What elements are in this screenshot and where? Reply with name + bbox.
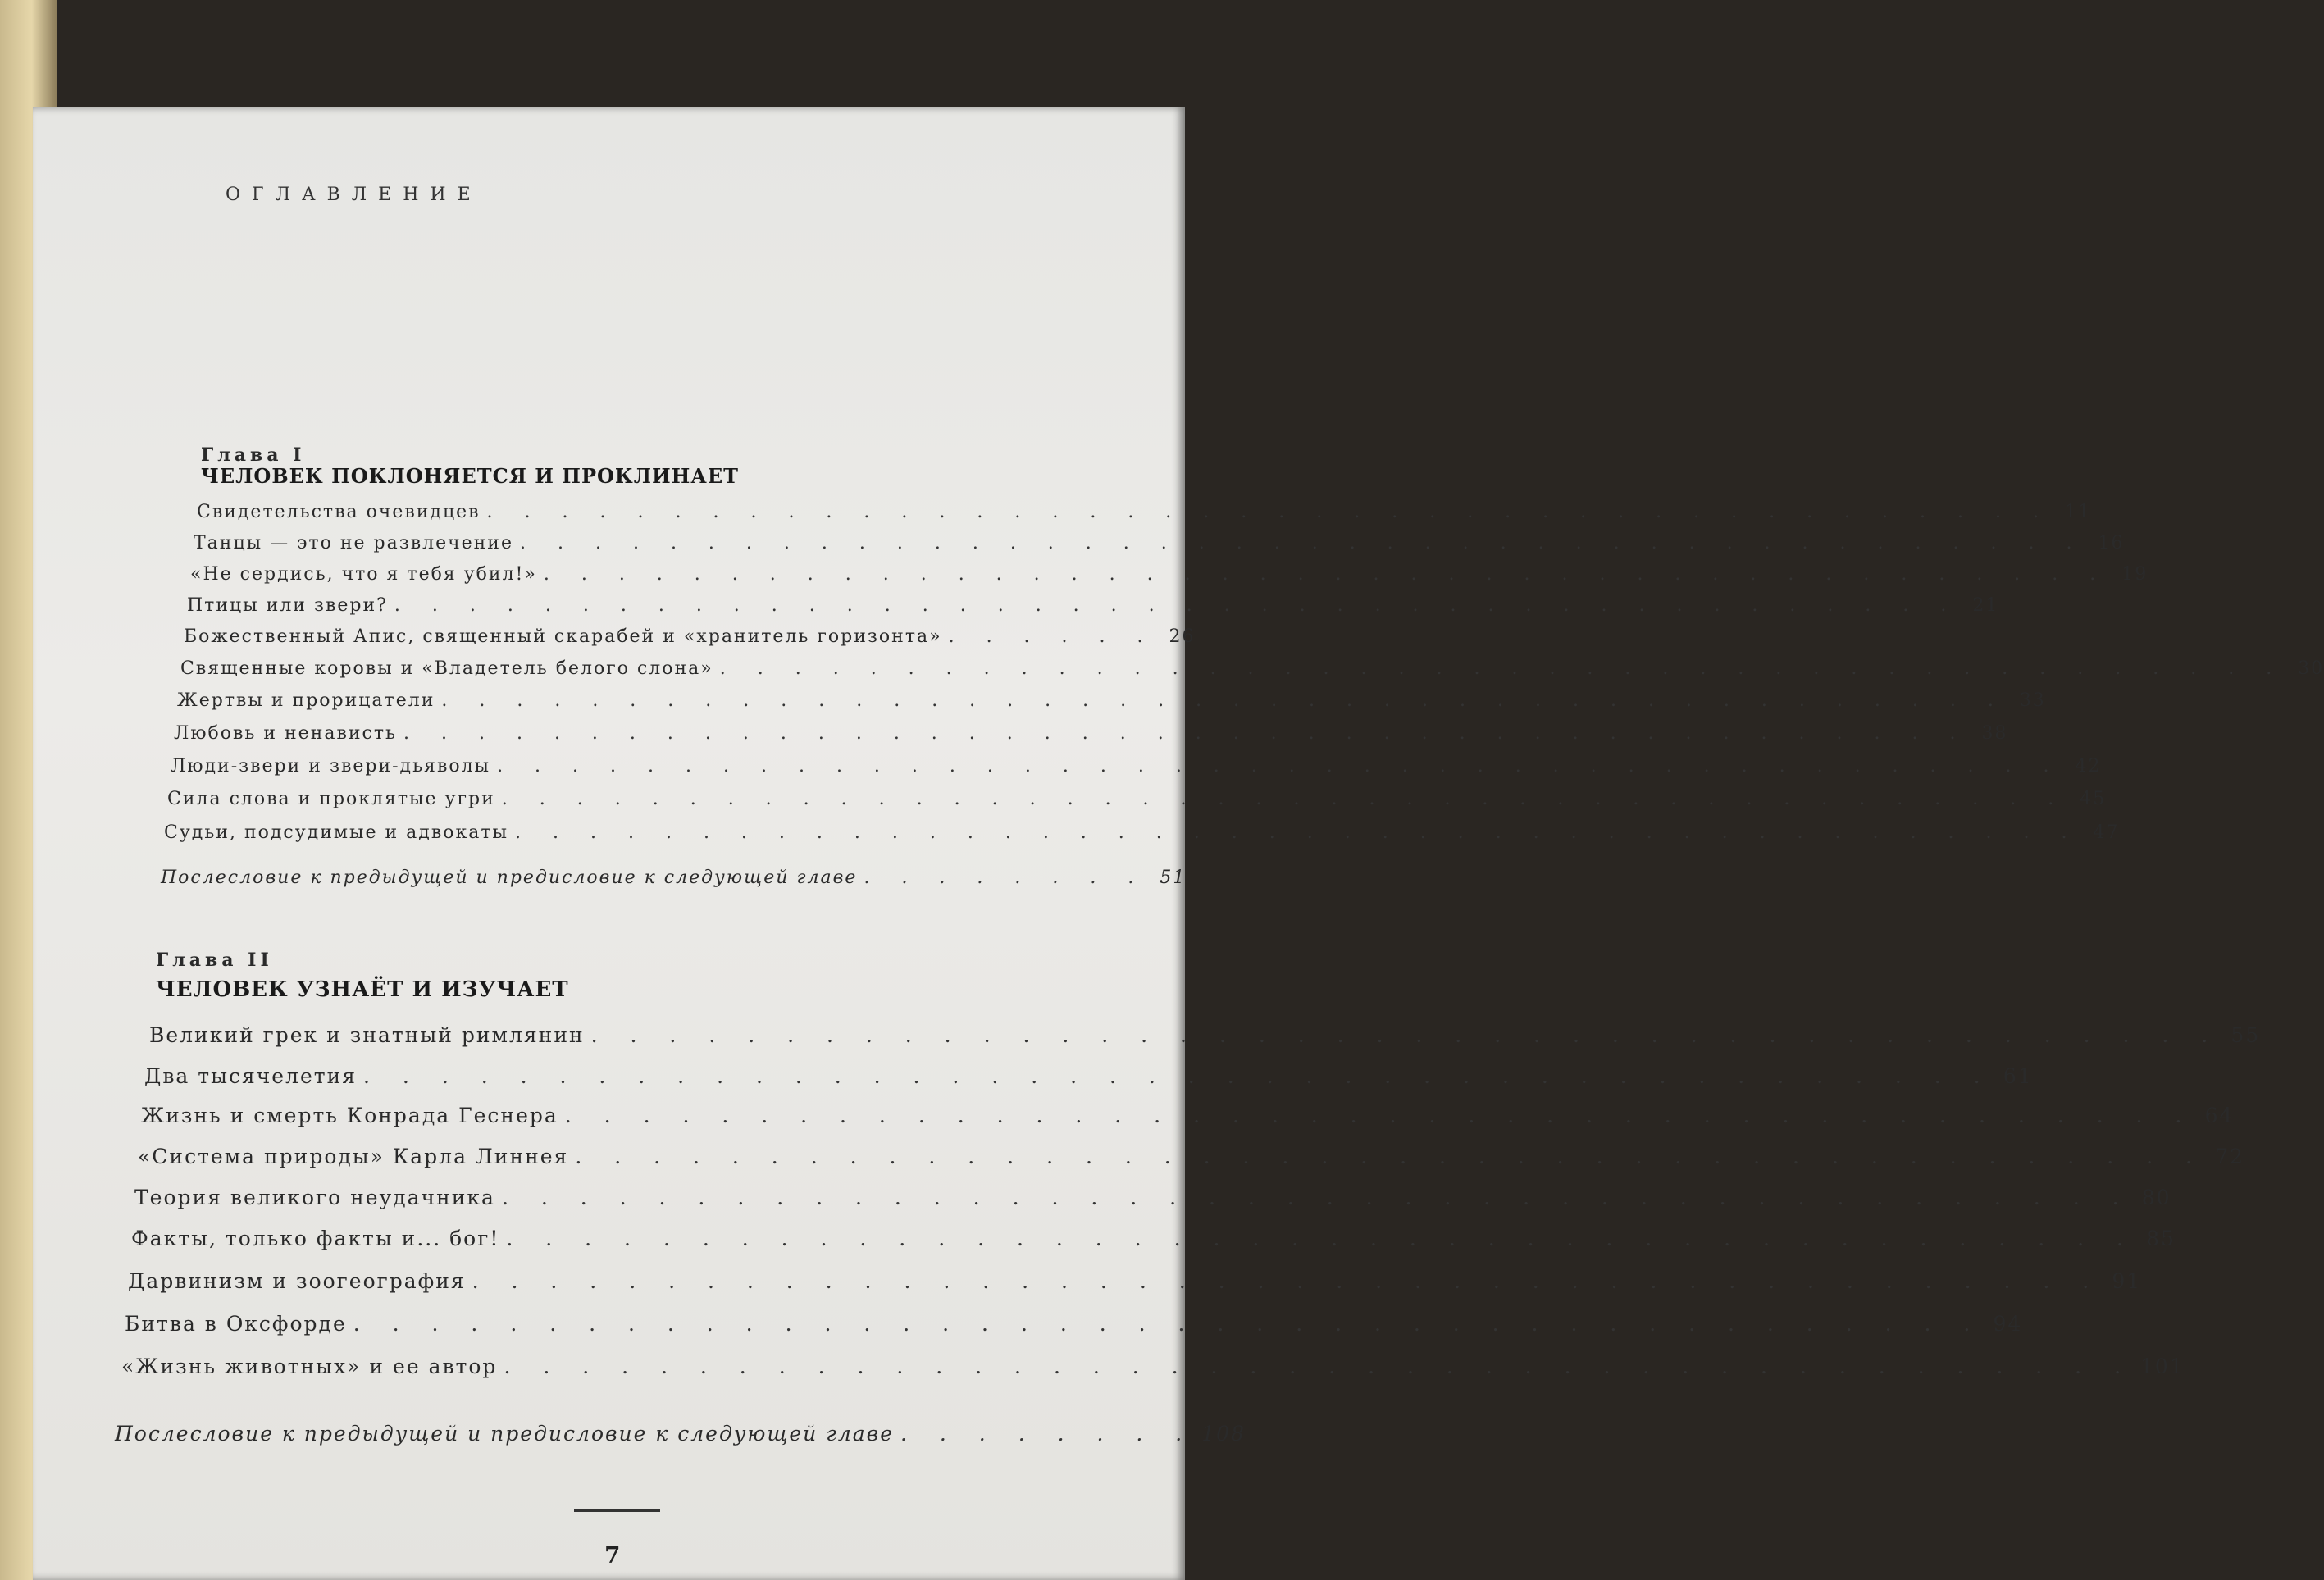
chapter-1-title: ЧЕЛОВЕК ПОКЛОНЯЕТСЯ И ПРОКЛИНАЕТ	[201, 464, 739, 488]
toc-entry-page: 64	[2204, 1104, 2235, 1127]
toc-entry-page: 42	[2075, 756, 2102, 776]
toc-entry	[121, 1355, 2185, 1378]
chapter-2-label: Глава II	[156, 949, 273, 971]
toc-entry-title: «Система природы» Карла Линнея	[138, 1145, 569, 1168]
toc-entry-page: 19	[2121, 564, 2149, 585]
leader-dots: . . . . . . . . . . . . . . . . . . . . . . . . . . . . . . . . . . . . . . . . . .	[472, 1269, 2103, 1293]
chapter-1-label: Глава I	[201, 444, 306, 466]
toc-entry-title: Два тысячелетия	[144, 1064, 358, 1088]
toc-afterword-page: 108	[1201, 1422, 1246, 1446]
toc-entry	[177, 690, 2046, 711]
leader-dots: . . . . . . . .	[864, 867, 1147, 888]
leader-dots: . . . . . . . . . . . . . . . . . . . . . . . . . . . . . . . . . . . . . . . . . .	[394, 595, 1960, 616]
toc-entry	[144, 1064, 2033, 1088]
leader-dots: . . . . . . . . . . . . . . . . . . . . . . . . . . . . . . . . . . . . . . . . . .	[575, 1145, 2205, 1168]
toc-entry-page: 55	[2231, 1023, 2261, 1047]
page-number: 7	[604, 1541, 621, 1569]
toc-entry	[171, 756, 2102, 776]
leader-dots: . . . . . .	[948, 626, 1156, 647]
toc-entry	[128, 1269, 2142, 1293]
toc-entry	[149, 1023, 2261, 1047]
toc-afterword	[161, 867, 1187, 888]
chapter-2-title: ЧЕЛОВЕК УЗНАЁТ И ИЗУЧАЕТ	[156, 977, 569, 1002]
toc-entry	[167, 789, 2107, 809]
toc-entry-page: 30	[2298, 658, 2324, 679]
footer-rule	[574, 1509, 660, 1512]
leader-dots: . . . . . . . . . . . . . . . . . . . . . . . . . . . . . . . . . . . . . . . . . .	[501, 1186, 2132, 1209]
toc-heading: ОГЛАВЛЕНИЕ	[226, 184, 482, 205]
toc-entry	[164, 822, 2120, 843]
toc-entry-title: Теория великого неудачника	[134, 1186, 495, 1209]
toc-entry-title: Великий грек и знатный римлянин	[149, 1023, 585, 1047]
toc-entry	[131, 1227, 2176, 1250]
toc-entry	[174, 723, 2008, 744]
leader-dots: . . . . . . . .	[900, 1422, 1196, 1446]
toc-entry-page: 47	[2093, 822, 2120, 843]
toc-entry-page: 21	[1972, 595, 1999, 616]
toc-entry-title: Любовь и ненависть	[174, 723, 397, 744]
leader-dots: . . . . . . . . . . . . . . . . . . . . . . . . . . . . . . . . . . . . . . . . . .	[506, 1227, 2136, 1250]
toc-afterword-title: Послесловие к предыдущей и предисловие к следующей главе	[115, 1422, 895, 1446]
toc-entry-title: Священные коровы и «Владетель белого слона»	[180, 658, 713, 679]
toc-entry-page: 91	[2112, 1269, 2142, 1293]
toc-entry-title: Танцы — это не развлечение	[194, 533, 513, 553]
toc-entry	[141, 1104, 2235, 1127]
toc-entry-title: Жертвы и прорицатели	[177, 690, 435, 711]
leader-dots: . . . . . . . . . . . . . . . . . . . . . . . . . . . . . . . . . . . . . . . . . .	[486, 502, 2052, 522]
toc-entry-title: Божественный Апис, священный скарабей и «хранитель горизонта»	[184, 626, 942, 647]
leader-dots: . . . . . . . . . . . . . . . . . . . . . . . . . . . . . . . . . . . . . . . . . .	[520, 533, 2085, 553]
toc-entry-title: Факты, только факты и... бог!	[131, 1227, 500, 1250]
toc-entry-page: 16	[2098, 533, 2125, 553]
leader-dots: . . . . . . . . . . . . . . . . . . . . . . . . . . . . . . . . . . . . . . . . . .	[543, 564, 2109, 585]
leader-dots: . . . . . . . . . . . . . . . . . . . . . . . . . . . . . . . . . . . . . . . . . .	[501, 789, 2067, 809]
toc-entry-page: 38	[1981, 723, 2008, 744]
leader-dots: . . . . . . . . . . . . . . . . . . . . . . . . . . . . . . . . . . . . . . . . . .	[353, 1312, 1984, 1336]
toc-entry	[138, 1145, 2244, 1168]
toc-entry-title: Битва в Оксфорде	[125, 1312, 347, 1336]
leader-dots: . . . . . . . . . . . . . . . . . . . . . . . . . . . . . . . . . . . . . . . . . .	[504, 1355, 2135, 1378]
toc-entry	[197, 502, 2091, 522]
toc-afterword	[115, 1422, 1246, 1446]
toc-afterword-page: 51	[1160, 867, 1187, 888]
toc-entry-title: Свидетельства очевидцев	[197, 502, 481, 522]
leader-dots: . . . . . . . . . . . . . . . . . . . . . . . . . . . . . . . . . . . . . . . . . .	[403, 723, 1969, 744]
toc-entry-page: 72	[2215, 1145, 2244, 1168]
toc-entry-title: Люди-звери и звери-дьяволы	[171, 756, 491, 776]
toc-entry-title: «Не сердись, что я тебя убил!»	[190, 564, 537, 585]
toc-entry	[190, 564, 2149, 585]
toc-afterword-title: Послесловие к предыдущей и предисловие к следующей главе	[161, 867, 858, 888]
toc-entry-title: Жизнь и смерть Конрада Геснера	[141, 1104, 558, 1127]
toc-entry-title: Дарвинизм и зоогеография	[128, 1269, 466, 1293]
toc-entry-title: Судьи, подсудимые и адвокаты	[164, 822, 509, 843]
leader-dots: . . . . . . . . . . . . . . . . . . . . . . . . . . . . . . . . . . . . . . . . . .	[363, 1064, 1994, 1088]
toc-entry-page: 11	[2064, 502, 2091, 522]
toc-entry-page: 101	[2140, 1355, 2185, 1378]
toc-entry	[125, 1312, 2023, 1336]
toc-entry	[180, 658, 2324, 679]
leader-dots: . . . . . . . . . . . . . . . . . . . . . . . . . . . . . . . . . . . . . . . . . .	[441, 690, 2007, 711]
toc-entry	[194, 533, 2125, 553]
toc-entry-page: 94	[1993, 1312, 2023, 1336]
toc-entry	[184, 626, 1196, 647]
toc-entry	[187, 595, 1999, 616]
toc-entry-title: Сила слова и проклятые угри	[167, 789, 495, 809]
leader-dots: . . . . . . . . . . . . . . . . . . . . . . . . . . . . . . . . . . . . . . . . . .	[515, 822, 2080, 843]
toc-entry	[134, 1186, 2171, 1209]
leader-dots: . . . . . . . . . . . . . . . . . . . . . . . . . . . . . . . . . . . . . . . . . .	[497, 756, 2062, 776]
toc-entry-title: «Жизнь животных» и ее автор	[121, 1355, 498, 1378]
leader-dots: . . . . . . . . . . . . . . . . . . . . . . . . . . . . . . . . . . . . . . . . . .	[590, 1023, 2221, 1047]
toc-entry-page: 80	[2141, 1186, 2171, 1209]
toc-entry-page: 61	[2003, 1064, 2033, 1088]
toc-entry-page: 26	[1169, 626, 1196, 647]
toc-entry-title: Птицы или звери?	[187, 595, 388, 616]
toc-entry-page: 45	[2080, 789, 2107, 809]
toc-entry-page: 85	[2146, 1227, 2176, 1250]
leader-dots: . . . . . . . . . . . . . . . . . . . . . . . . . . . . . . . . . . . . . . . . . .	[719, 658, 2285, 679]
toc-entry-page: 33	[2019, 690, 2046, 711]
leader-dots: . . . . . . . . . . . . . . . . . . . . . . . . . . . . . . . . . . . . . . . . . .	[564, 1104, 2195, 1127]
